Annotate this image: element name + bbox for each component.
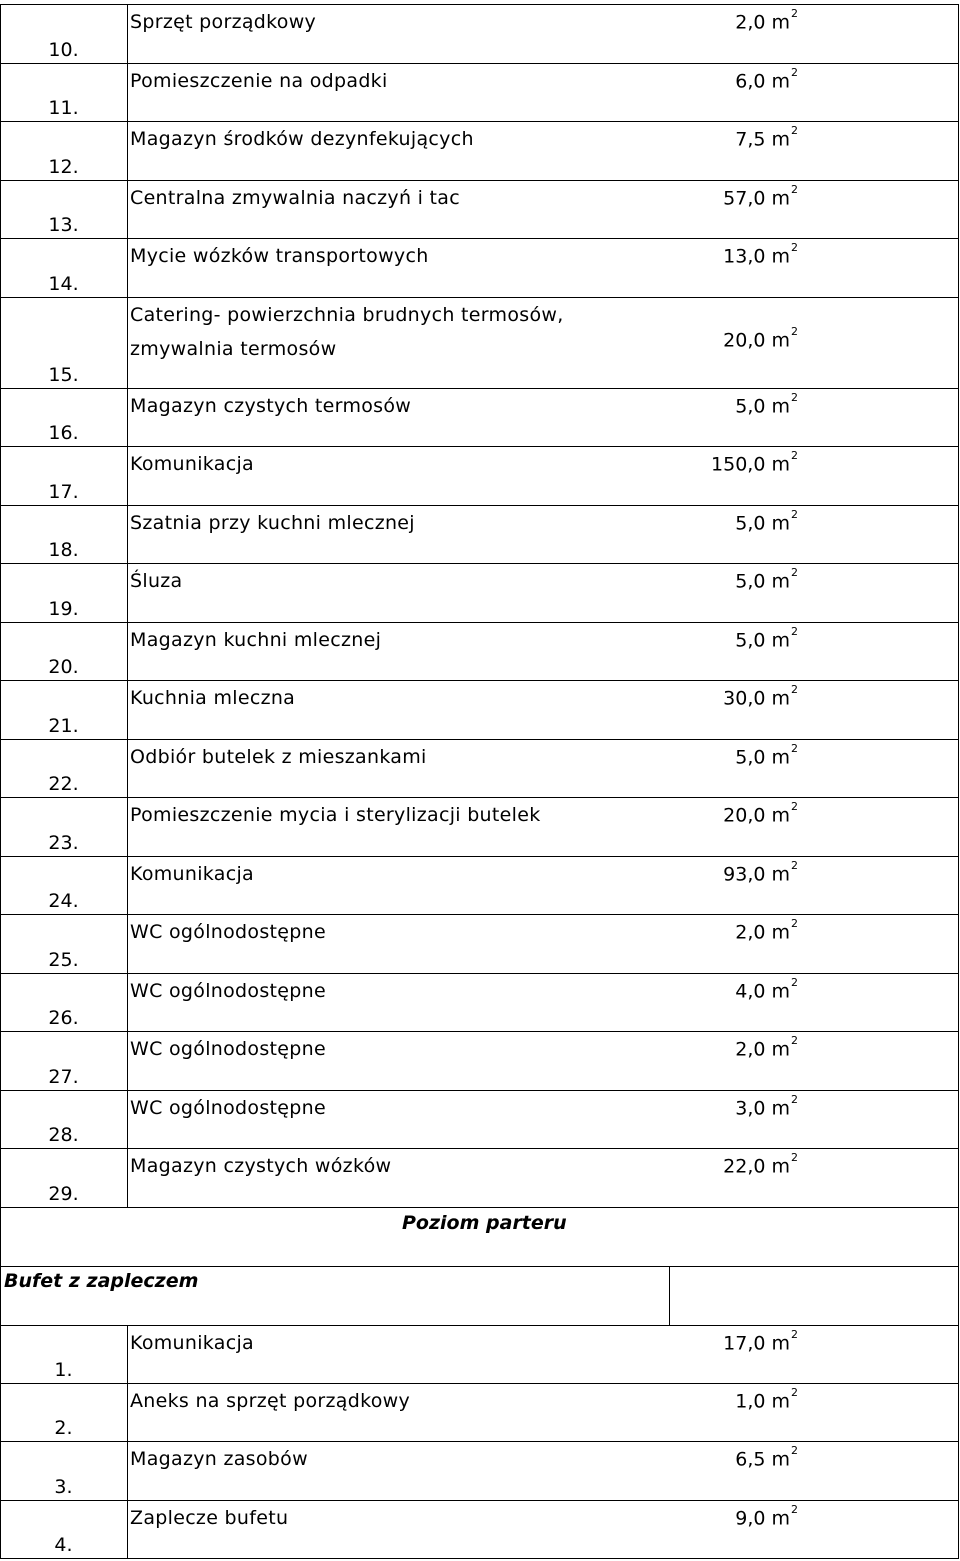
grid-line [0,973,959,974]
area-exponent: 2 [791,1093,798,1106]
grid-line [127,4,128,1207]
area-value: 2,0 m [735,921,790,944]
area-value: 6,5 m [735,1448,790,1471]
area-value: 5,0 m [735,395,790,418]
grid-line [0,1090,959,1091]
table-row [0,1090,960,1148]
room-name-line: Kuchnia mleczna [130,687,296,709]
area-exponent: 2 [791,183,798,196]
room-name-line: Magazyn zasobów [130,1448,308,1470]
room-area [735,976,798,1003]
room-name-line: Odbiór butelek z mieszankami [130,746,427,768]
room-area [723,325,798,352]
room-area [735,391,798,418]
area-value: 5,0 m [735,629,790,652]
grid-line [0,4,959,5]
row-number: 20. [48,656,79,678]
room-area [735,124,798,151]
row-number: 16. [48,422,79,444]
area-exponent: 2 [791,66,798,79]
room-name [130,64,388,98]
grid-line [0,180,959,181]
grid-line [0,856,959,857]
area-exponent: 2 [791,742,798,755]
table-row [0,1383,960,1441]
area-exponent: 2 [791,625,798,638]
table-row [0,63,960,121]
row-number: 18. [48,539,79,561]
area-value: 20,0 m [723,804,790,827]
area-exponent: 2 [791,1444,798,1457]
table-row [0,680,960,739]
table-row [0,563,960,622]
room-area [735,742,798,769]
area-exponent: 2 [791,449,798,462]
grid-line [0,1325,959,1326]
row-number: 29. [48,1183,79,1205]
room-name [130,857,254,891]
room-name [130,681,295,715]
room-name-line: Komunikacja [130,863,254,885]
room-name-line: Magazyn kuchni mlecznej [130,629,382,651]
room-area [735,625,798,652]
room-name-line: Zaplecze bufetu [130,1507,289,1529]
table-row [0,914,960,973]
grid-line [0,388,959,389]
room-name [130,122,474,156]
grid-line [0,1207,959,1208]
table-row [0,446,960,505]
row-number: 1. [54,1359,73,1381]
area-value: 6,0 m [735,70,790,93]
grid-line [0,739,959,740]
room-area [711,449,798,476]
area-exponent: 2 [791,7,798,20]
room-name [130,239,429,273]
table-row [0,297,960,388]
grid-line [0,797,959,798]
room-area [735,7,798,34]
room-name-line: Komunikacja [130,1332,254,1354]
area-value: 30,0 m [723,687,790,710]
room-name-line: WC ogólnodostępne [130,980,326,1002]
table-row [0,238,960,297]
room-name-line: Pomieszczenie mycia i sterylizacji butelek [130,804,541,826]
row-number: 21. [48,715,79,737]
room-area [723,241,798,268]
section-heading: Bufet z zapleczem [4,1270,199,1292]
room-name [130,447,254,481]
room-name [130,1032,326,1066]
table-row [0,622,960,680]
room-name [130,5,316,39]
area-exponent: 2 [791,241,798,254]
room-name [130,506,415,540]
grid-line [0,1266,959,1267]
area-value: 5,0 m [735,512,790,535]
row-number: 25. [48,949,79,971]
room-name [130,1091,326,1125]
table-row [0,739,960,797]
table-row [0,1031,960,1090]
room-name-line: WC ogólnodostępne [130,1038,326,1060]
area-exponent: 2 [791,1034,798,1047]
table-row [0,1500,960,1558]
room-area [735,1093,798,1120]
room-name-line: Śluza [130,570,183,592]
area-value: 7,5 m [735,128,790,151]
area-exponent: 2 [791,1151,798,1164]
row-number: 15. [48,364,79,386]
room-name [130,389,411,423]
area-exponent: 2 [791,1386,798,1399]
row-number: 2. [54,1417,73,1439]
room-name [130,298,564,366]
area-value: 3,0 m [735,1097,790,1120]
level-heading: Poziom parteru [402,1212,567,1234]
area-value: 1,0 m [735,1390,790,1413]
room-name-line: WC ogólnodostępne [130,921,326,943]
area-value: 13,0 m [723,245,790,268]
area-value: 2,0 m [735,11,790,34]
room-area [735,1444,798,1471]
grid-line [0,680,959,681]
area-value: 5,0 m [735,746,790,769]
grid-line [0,238,959,239]
grid-line [0,1148,959,1149]
grid-line [0,1383,959,1384]
row-number: 28. [48,1124,79,1146]
area-exponent: 2 [791,1503,798,1516]
grid-line [0,914,959,915]
grid-line [0,1031,959,1032]
table-row [0,973,960,1031]
area-exponent: 2 [791,391,798,404]
room-area [735,1034,798,1061]
room-area [723,800,798,827]
room-name-line: Pomieszczenie na odpadki [130,70,388,92]
row-number: 26. [48,1007,79,1029]
grid-line [0,63,959,64]
room-name-line: Mycie wózków transportowych [130,245,429,267]
room-name-line: Magazyn środków dezynfekujących [130,128,474,150]
grid-line [0,1558,959,1559]
table-row [0,4,960,63]
room-name-line: Catering- powierzchnia brudnych termosów, [130,304,564,326]
area-exponent: 2 [791,976,798,989]
row-number: 23. [48,832,79,854]
area-value: 17,0 m [723,1332,790,1355]
row-number: 17. [48,481,79,503]
table-row [0,121,960,180]
room-name-line: WC ogólnodostępne [130,1097,326,1119]
table-row [0,1325,960,1383]
room-name-line: Magazyn czystych wózków [130,1155,392,1177]
area-exponent: 2 [791,566,798,579]
room-name-line: Sprzęt porządkowy [130,11,317,33]
grid-line [0,505,959,506]
row-number: 11. [48,97,79,119]
table-row [0,797,960,856]
area-exponent: 2 [791,800,798,813]
grid-line [669,1266,670,1325]
grid-line [0,1500,959,1501]
area-value: 5,0 m [735,570,790,593]
room-name-line: Szatnia przy kuchni mlecznej [130,512,415,534]
room-area [723,1328,798,1355]
room-area [735,1503,798,1530]
room-area [735,1386,798,1413]
room-name [130,1326,254,1360]
area-value: 2,0 m [735,1038,790,1061]
grid-line [0,622,959,623]
grid-line [0,121,959,122]
room-name-line: Centralna zmywalnia naczyń i tac [130,187,460,209]
room-area [735,917,798,944]
room-area [735,566,798,593]
row-number: 12. [48,156,79,178]
area-exponent: 2 [791,859,798,872]
row-number: 27. [48,1066,79,1088]
area-exponent: 2 [791,917,798,930]
grid-line [0,1441,959,1442]
room-name-line: Magazyn czystych termosów [130,395,412,417]
area-value: 93,0 m [723,863,790,886]
room-name-line: Aneks na sprzęt porządkowy [130,1390,411,1412]
area-exponent: 2 [791,325,798,338]
row-number: 13. [48,214,79,236]
room-name-line: zmywalnia termosów [130,338,337,360]
room-name [130,623,381,657]
room-name [130,1442,308,1476]
table-row [0,1441,960,1500]
room-name [130,1384,410,1418]
area-exponent: 2 [791,508,798,521]
area-value: 9,0 m [735,1507,790,1530]
room-area [723,183,798,210]
room-name-line: Komunikacja [130,453,254,475]
room-name [130,181,460,215]
area-value: 22,0 m [723,1155,790,1178]
room-name [130,740,427,774]
grid-line [0,446,959,447]
table-row [0,180,960,238]
room-name [130,974,326,1008]
row-number: 4. [54,1534,73,1556]
room-area [723,683,798,710]
row-number: 19. [48,598,79,620]
table-row [0,1148,960,1207]
area-exponent: 2 [791,683,798,696]
area-value: 150,0 m [711,453,790,476]
room-area [735,66,798,93]
area-exponent: 2 [791,124,798,137]
table-row [0,505,960,563]
table-row [0,388,960,446]
room-name [130,1149,391,1183]
room-area [723,1151,798,1178]
room-name [130,564,183,598]
area-value: 57,0 m [723,187,790,210]
area-exponent: 2 [791,1328,798,1341]
room-area [723,859,798,886]
row-number: 3. [54,1476,73,1498]
room-area [735,508,798,535]
grid-line [0,297,959,298]
room-name [130,915,326,949]
row-number: 24. [48,890,79,912]
area-value: 20,0 m [723,329,790,352]
row-number: 22. [48,773,79,795]
row-number: 14. [48,273,79,295]
room-name [130,798,541,832]
row-number: 10. [48,39,79,61]
area-value: 4,0 m [735,980,790,1003]
table-row [0,856,960,914]
grid-line [0,563,959,564]
room-name [130,1501,288,1535]
